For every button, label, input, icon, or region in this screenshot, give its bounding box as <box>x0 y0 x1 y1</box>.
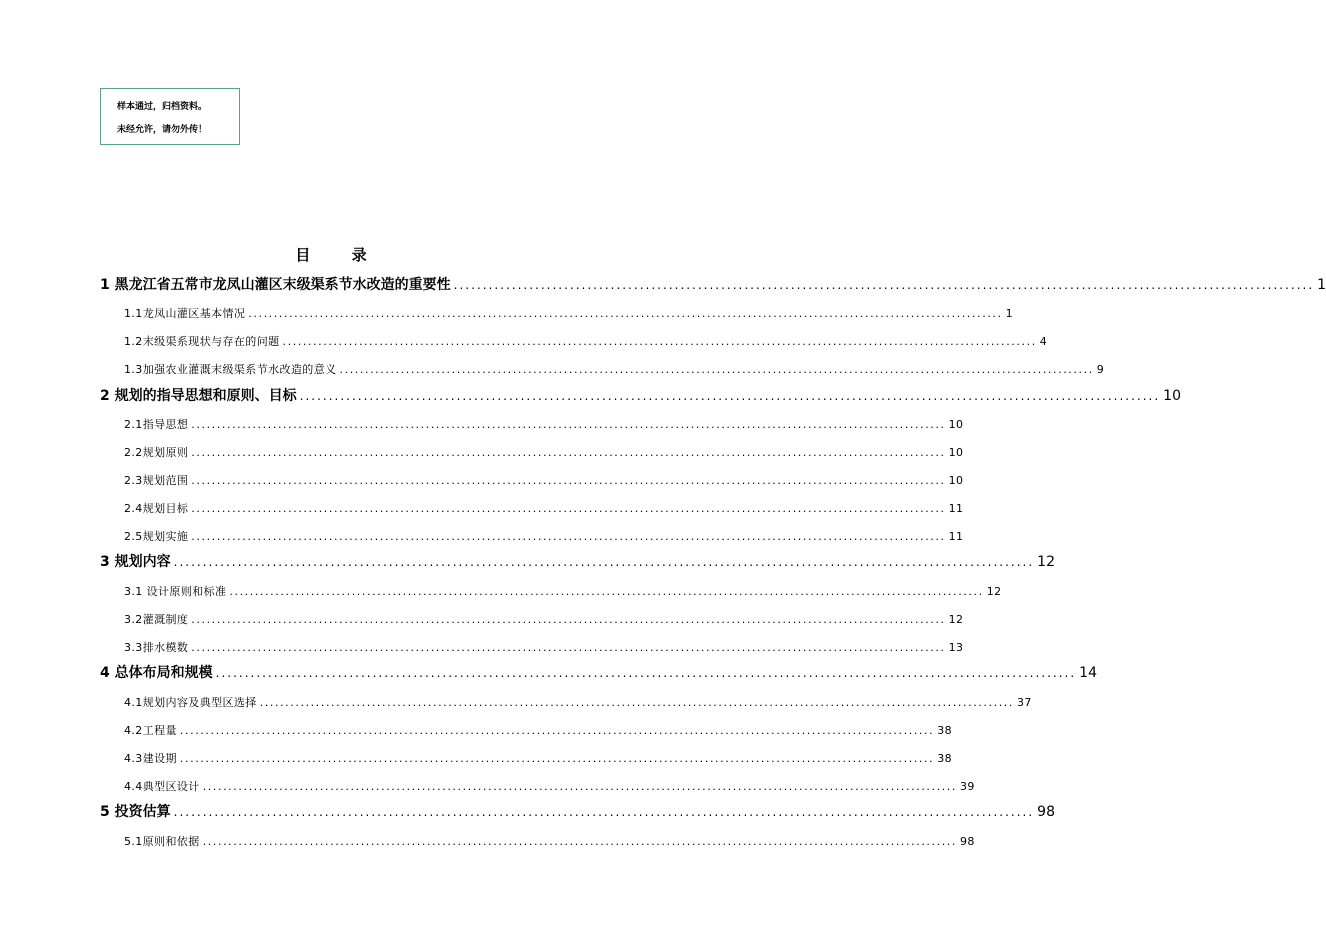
toc-entry-5-1[interactable] <box>124 834 975 850</box>
toc-entry-4[interactable] <box>100 663 1097 683</box>
stamp-line-1: 样本通过，归档资料。 <box>117 102 208 112</box>
toc-entry-label: 3.3排水模数 <box>124 641 189 654</box>
toc-entry-label: 1.3加强农业灌溉末级渠系节水改造的意义 <box>124 363 337 376</box>
toc-leader-dots: .................................................................................................................................................... <box>339 363 1094 376</box>
toc-entry-2-4[interactable] <box>124 501 964 517</box>
toc-entry-label: 1.2末级渠系现状与存在的问题 <box>124 335 280 348</box>
toc-entry-3[interactable] <box>100 552 1055 572</box>
toc-entry-label: 5 投资估算 <box>100 804 171 820</box>
toc-page-number: 11 <box>948 502 964 515</box>
toc-leader-dots: .................................................................................................................................................... <box>191 418 946 431</box>
toc-leader-dots: .................................................................................................................................................... <box>179 752 935 765</box>
toc-entry-4-3[interactable] <box>124 751 953 767</box>
toc-leader-dots: .................................................................................................................................................... <box>173 805 1035 819</box>
toc-leader-dots: .................................................................................................................................................... <box>191 641 946 654</box>
toc-entry-1-3[interactable] <box>124 362 1105 378</box>
toc-entry-3-1[interactable] <box>124 584 1002 600</box>
toc-entry-1-2[interactable] <box>124 334 1048 350</box>
toc-entry-label: 2.4规划目标 <box>124 502 189 515</box>
toc-entry-label: 2.3规划范围 <box>124 474 189 487</box>
toc-entry-2-5[interactable] <box>124 529 964 545</box>
toc-leader-dots: .................................................................................................................................................... <box>191 474 946 487</box>
toc-entry-4-1[interactable] <box>124 695 1032 711</box>
toc-entry-label: 3.1 设计原则和标准 <box>124 585 227 598</box>
toc-page-number: 38 <box>937 752 953 765</box>
toc-entry-label: 2.1指导思想 <box>124 418 189 431</box>
toc-entry-label: 2 规划的指导思想和原则、目标 <box>100 388 297 404</box>
toc-page-number: 10 <box>948 418 964 431</box>
toc-entry-4-4[interactable] <box>124 779 975 795</box>
toc-entry-label: 4.2工程量 <box>124 724 177 737</box>
toc-entry-4-2[interactable] <box>124 723 953 739</box>
toc-leader-dots: .................................................................................................................................................... <box>191 502 946 515</box>
toc-page-number: 4 <box>1039 335 1048 348</box>
toc-entry-2-3[interactable] <box>124 473 964 489</box>
toc-page-number: 38 <box>937 724 953 737</box>
toc-page-number: 98 <box>960 835 975 848</box>
toc-page-number: 1 <box>1317 277 1326 293</box>
toc-leader-dots: .................................................................................................................................................... <box>191 530 946 543</box>
toc-page-number: 13 <box>948 641 964 654</box>
toc-page-number: 39 <box>960 780 975 793</box>
toc-page-number: 98 <box>1037 804 1055 820</box>
toc-entry-label: 4.3建设期 <box>124 752 177 765</box>
toc-entry-label: 1.1龙凤山灌区基本情况 <box>124 307 246 320</box>
toc-page-number: 12 <box>948 613 964 626</box>
toc-leader-dots: .................................................................................................................................................... <box>299 389 1161 403</box>
toc-entry-label: 2.5规划实施 <box>124 530 189 543</box>
toc-entry-label: 5.1原则和依据 <box>124 835 200 848</box>
toc-leader-dots: .................................................................................................................................................... <box>191 613 946 626</box>
toc-page-number: 14 <box>1079 665 1097 681</box>
toc-entry-label: 4.1规划内容及典型区选择 <box>124 696 257 709</box>
toc-entry-label: 1 黑龙江省五常市龙凤山灌区末级渠系节水改造的重要性 <box>100 277 451 293</box>
toc-entry-label: 3.2灌溉制度 <box>124 613 189 626</box>
toc-entry-3-2[interactable] <box>124 612 964 628</box>
toc-leader-dots: .................................................................................................................................................... <box>202 835 957 848</box>
toc-page-number: 12 <box>1037 554 1055 570</box>
toc-entry-label: 4 总体布局和规模 <box>100 665 213 681</box>
toc-entry-3-3[interactable] <box>124 640 964 656</box>
toc-page-number: 12 <box>986 585 1002 598</box>
toc-leader-dots: .................................................................................................................................................... <box>259 696 1014 709</box>
toc-page-number: 10 <box>1163 388 1181 404</box>
toc-entry-2-2[interactable] <box>124 445 964 461</box>
toc-entry-label: 4.4典型区设计 <box>124 780 200 793</box>
toc-leader-dots: .................................................................................................................................................... <box>282 335 1037 348</box>
toc-page-number: 10 <box>948 446 964 459</box>
toc-leader-dots: .................................................................................................................................................... <box>248 307 1003 320</box>
toc-leader-dots: .................................................................................................................................................... <box>215 666 1077 680</box>
toc-page-number: 9 <box>1096 363 1105 376</box>
toc-page-number: 37 <box>1017 696 1032 709</box>
toc-title: 目 录 <box>295 246 385 264</box>
toc-entry-label: 3 规划内容 <box>100 554 171 570</box>
toc-entry-2-1[interactable] <box>124 417 964 433</box>
toc-leader-dots: .................................................................................................................................................... <box>173 555 1035 569</box>
toc-entry-5[interactable] <box>100 802 1055 822</box>
toc-leader-dots: .................................................................................................................................................... <box>179 724 935 737</box>
toc-leader-dots: .................................................................................................................................................... <box>191 446 946 459</box>
toc-page-number: 10 <box>948 474 964 487</box>
stamp-line-2: 未经允许，请勿外传！ <box>117 125 208 135</box>
toc-leader-dots: .................................................................................................................................................... <box>202 780 957 793</box>
toc-entry-1[interactable] <box>100 275 1326 295</box>
toc-entry-label: 2.2规划原则 <box>124 446 189 459</box>
toc-entry-2[interactable] <box>100 386 1181 406</box>
toc-page-number: 11 <box>948 530 964 543</box>
toc-leader-dots: .................................................................................................................................................... <box>229 585 984 598</box>
toc-entry-1-1[interactable] <box>124 306 1013 322</box>
toc-page-number: 1 <box>1005 307 1013 320</box>
toc-leader-dots: .................................................................................................................................................... <box>453 278 1315 292</box>
